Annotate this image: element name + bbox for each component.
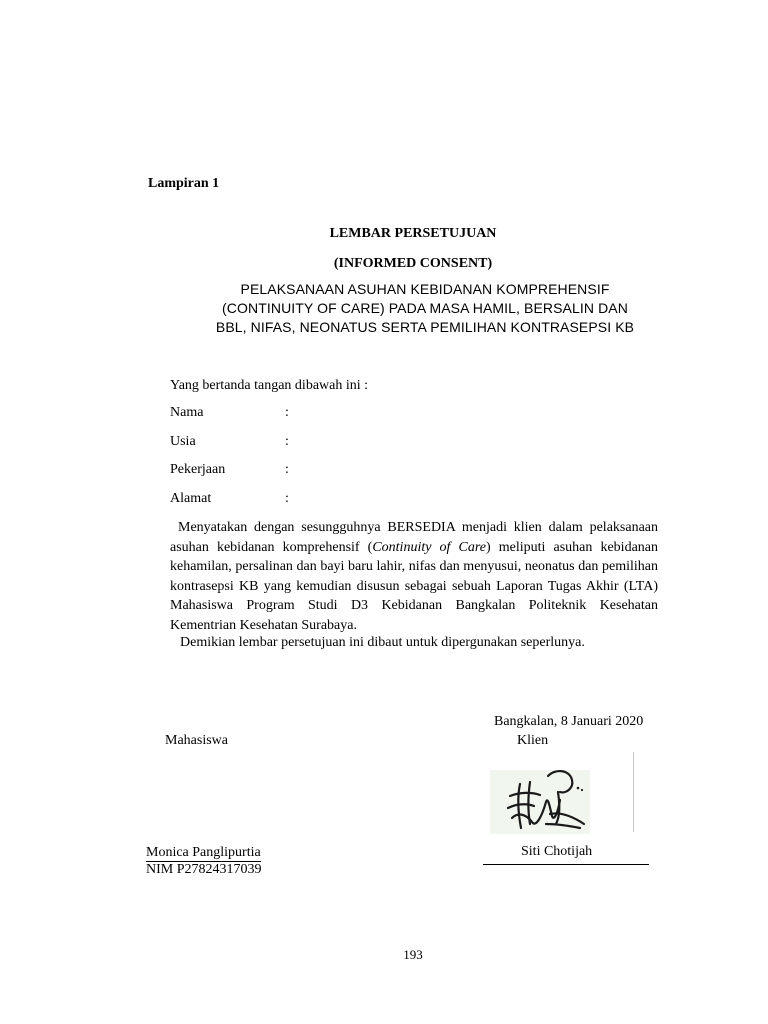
field-label-pekerjaan: Pekerjaan bbox=[170, 462, 226, 477]
field-label-usia: Usia bbox=[170, 434, 196, 449]
place-date: Bangkalan, 8 Januari 2020 bbox=[494, 714, 644, 729]
appendix-label: Lampiran 1 bbox=[148, 176, 220, 191]
student-name: Monica Panglipurtia bbox=[146, 845, 261, 860]
field-colon: : bbox=[285, 462, 289, 477]
topic-line-1: PELAKSANAAN ASUHAN KEBIDANAN KOMPREHENSIF bbox=[240, 281, 610, 297]
handwritten-signature-icon bbox=[490, 762, 590, 834]
student-nim: NIM P27824317039 bbox=[146, 862, 262, 877]
field-label-nama: Nama bbox=[170, 405, 204, 420]
topic-line-3: BBL, NIFAS, NEONATUS SERTA PEMILIHAN KONTRASEPSI KB bbox=[215, 319, 635, 335]
form-intro: Yang bertanda tangan dibawah ini : bbox=[170, 378, 369, 393]
field-colon: : bbox=[285, 491, 289, 506]
client-name: Siti Chotijah bbox=[521, 844, 593, 859]
client-role-label: Klien bbox=[517, 733, 549, 748]
document-title: LEMBAR PERSETUJUAN bbox=[329, 226, 497, 241]
field-label-alamat: Alamat bbox=[170, 491, 212, 506]
field-colon: : bbox=[285, 434, 289, 449]
statement-text-1: Menyatakan dengan sesungguhnya BERSEDIA menjadi klien dalam pelaksanaan asuhan kebidanan komprehensif ( bbox=[170, 520, 658, 555]
field-colon: : bbox=[285, 405, 289, 420]
student-role-label: Mahasiswa bbox=[165, 733, 228, 748]
statement-italic-term: Continuity of Care bbox=[372, 539, 486, 555]
closing-sentence: Demikian lembar persetujuan ini dibaut untuk dipergunakan seperlunya. bbox=[180, 635, 585, 650]
topic-line-2: (CONTINUITY OF CARE) PADA MASA HAMIL, BERSALIN DAN bbox=[222, 300, 628, 316]
client-signature-line bbox=[483, 864, 649, 865]
statement-paragraph bbox=[170, 518, 658, 635]
page-number: 193 bbox=[403, 947, 423, 962]
scan-edge-line bbox=[633, 752, 634, 832]
document-subtitle: (INFORMED CONSENT) bbox=[333, 256, 493, 271]
statement-text-2: ) meliputi asuhan kebidanan kehamilan, persalinan dan bayi baru lahir, nifas dan menyusui, neonatus dan pemilihan kontrasepsi KB yang kemudian disusun sebagai sebuah Laporan Tugas Akhir (LTA) Mahasiswa Program Studi D3 Kebidanan Bangkalan Politeknik Kesehatan Kementrian Kesehatan Surabaya. bbox=[170, 539, 659, 633]
